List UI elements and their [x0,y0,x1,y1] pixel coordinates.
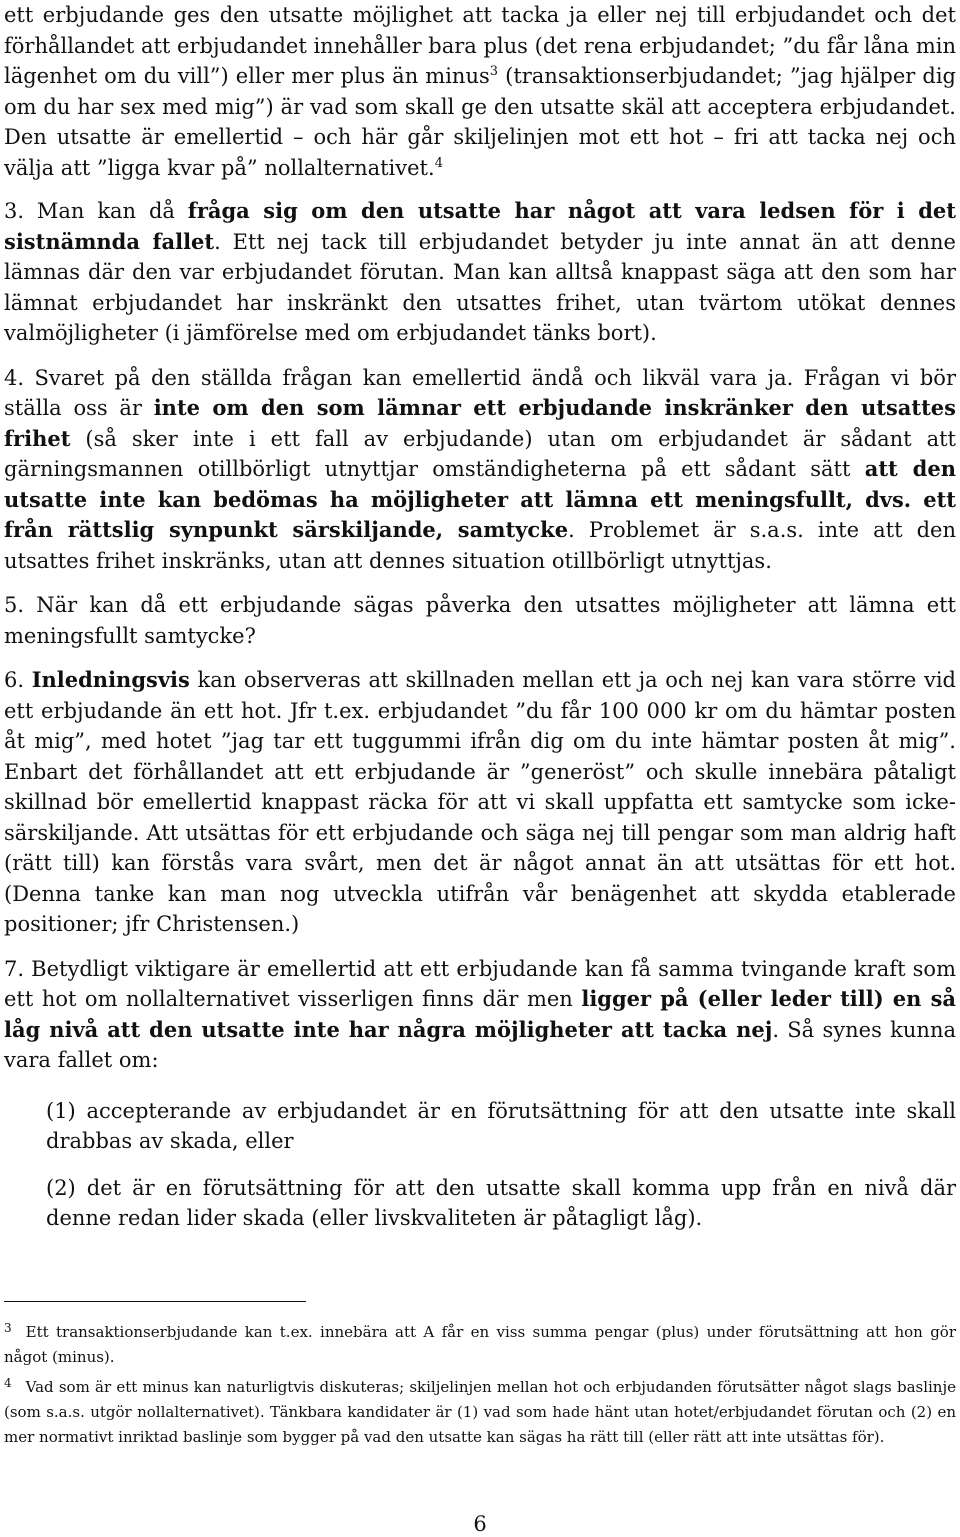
paragraph-3-number: 3. Man kan då [4,199,188,223]
footnote-ref-4[interactable]: 4 [434,155,443,171]
paragraph-6 [4,665,956,940]
footnote-mark: 4 [4,1376,12,1390]
paragraph-6-number: 6. [4,668,32,692]
paragraph-3 [4,196,956,349]
paragraph-6-bold: Inledningsvis [31,667,190,692]
paragraph-4-text-2: (så sker inte i ett fall av erbjudande) utan om erbjudandet är sådant att gärningsmannen otillbörligt utnyttjar omständigheterna på ett sådant sätt [4,426,956,481]
paragraph-3-bold: fråga sig om den utsatte har något att vara ledsen för i det sistnämnda fallet [4,198,956,254]
paragraph-7 [4,954,956,1076]
paragraph-7-text-1: 7. Betydligt viktigare är emellertid att ett erbjudande kan få samma tvingande kraft som ett hot om nollalternativet visserligen finns där men [4,956,956,1011]
list-item: (1) accepterande av erbjudandet är en förutsättning för att den utsatte inte skall drabbas av skada, eller [46,1098,956,1153]
paragraph-6-rest: kan observeras att skillnaden mellan ett ja och nej kan vara större vid ett erbjudande än ett hot. Jfr t.ex. erbjudandet ”du får 100 000 kr om du hämtar posten åt mig”, med hotet ”jag tar ett tuggummi ifrån dig om du inte hämtar posten åt mig”. Enbart det förhållandet att ett erbjudande är ”generöst” och skulle innebära påtaligt skillnad bör emellertid knappast räcka för att vi skall uppfatta ett samtycke som icke-särskiljande. Att utsättas för ett erbjudande och säga nej till pengar som man aldrig haft (rätt till) kan förstås vara svårt, men det är något annat än att utsättas för ett hot. (Denna tanke kan man nog utveckla utifrån vår benägenhet att skydda etablerade positioner; jfr Christensen.) [4,668,956,936]
paragraph-4-bold-1: inte om den som lämnar ett erbjudande inskränker den utsattes frihet [4,395,956,451]
list-item: (2) det är en förutsättning för att den utsatte skall komma upp från en nivå där denne redan lider skada (eller livskvaliteten är påtagligt låg). [46,1175,956,1230]
paragraph-7-text-2: . Så synes kunna vara fallet om: [4,1017,956,1072]
footnote-mark: 3 [4,1321,12,1335]
footnotes [4,1316,956,1451]
paragraph-4-text-1: 4. Svaret på den ställda frågan kan emellertid ändå och likväl vara ja. Frågan vi bör ställa oss är [4,365,956,420]
footnote-3 [4,1316,956,1370]
footnote-ref-3[interactable]: 3 [489,64,499,79]
page-number: 6 [473,1512,487,1536]
paragraph-5: 5. När kan då ett erbjudande sägas påverka den utsattes möjligheter att lämna ett meningsfullt samtycke? [4,593,956,648]
footnote-separator [4,1301,306,1302]
footnote-4 [4,1371,956,1450]
condition-list [46,1096,956,1234]
paragraph-7-bold: ligger på (eller leder till) en så låg nivå att den utsatte inte har några möjligheter att tacka nej [4,986,956,1042]
body-text [4,0,956,1250]
footnote-text: Ett transaktionserbjudande kan t.ex. innebära att A får en viss summa pengar (plus) under förutsättning att hon gör något (minus). [4,1323,956,1366]
intro-text-1: ett erbjudande ges den utsatte möjlighet att tacka ja eller nej till erbjudandet och det förhållandet att erbjudandet innehåller bara plus (det rena erbjudandet; ”du får låna min lägenhet om du vill”) eller mer plus än minus [4,3,956,88]
paragraph-intro [4,0,956,183]
paragraph-4-text-3: . Problemet är s.a.s. inte att den utsattes frihet inskränks, utan att dennes situation otillbörligt utnyttjas. [4,518,956,573]
footnote-text: Vad som är ett minus kan naturligtvis diskuteras; skiljelinjen mellan hot och erbjudanden förutsätter något slags baslinje (som s.a.s. utgör nollalternativet). Tänkbara kandidater är (1) vad som hade hänt utan hotet/erbjudandet förutan och (2) en mer normativt inriktad baslinje som bygger på vad den utsatte kan sägas ha rätt till (eller rätt att inte utsättas för). [4,1378,956,1446]
intro-text-2: (transaktionserbjudandet; ”jag hjälper dig om du har sex med mig”) är vad som skall ge den utsatte skäl att acceptera erbjudandet. Den utsatte är emellertid – och här går skiljelinjen mot ett hot – fri att tacka nej och välja att ”ligga kvar på” nollalternativet. [4,64,956,180]
paragraph-3-rest: . Ett nej tack till erbjudandet betyder ju inte annat än att denne lämnas där den var erbjudandet förutan. Man kan alltså knappast säga att den som har lämnat erbjudandet har inskränkt den utsattes frihet, utan tvärtom utökat dennes valmöjligheter (i jämförelse med om erbjudandet tänks bort). [4,229,956,345]
paragraph-4 [4,363,956,577]
paragraph-4-bold-2: att den utsatte inte kan bedömas ha möjligheter att lämna ett meningsfullt, dvs. ett från rättslig synpunkt särskiljande, samtycke [4,456,956,542]
